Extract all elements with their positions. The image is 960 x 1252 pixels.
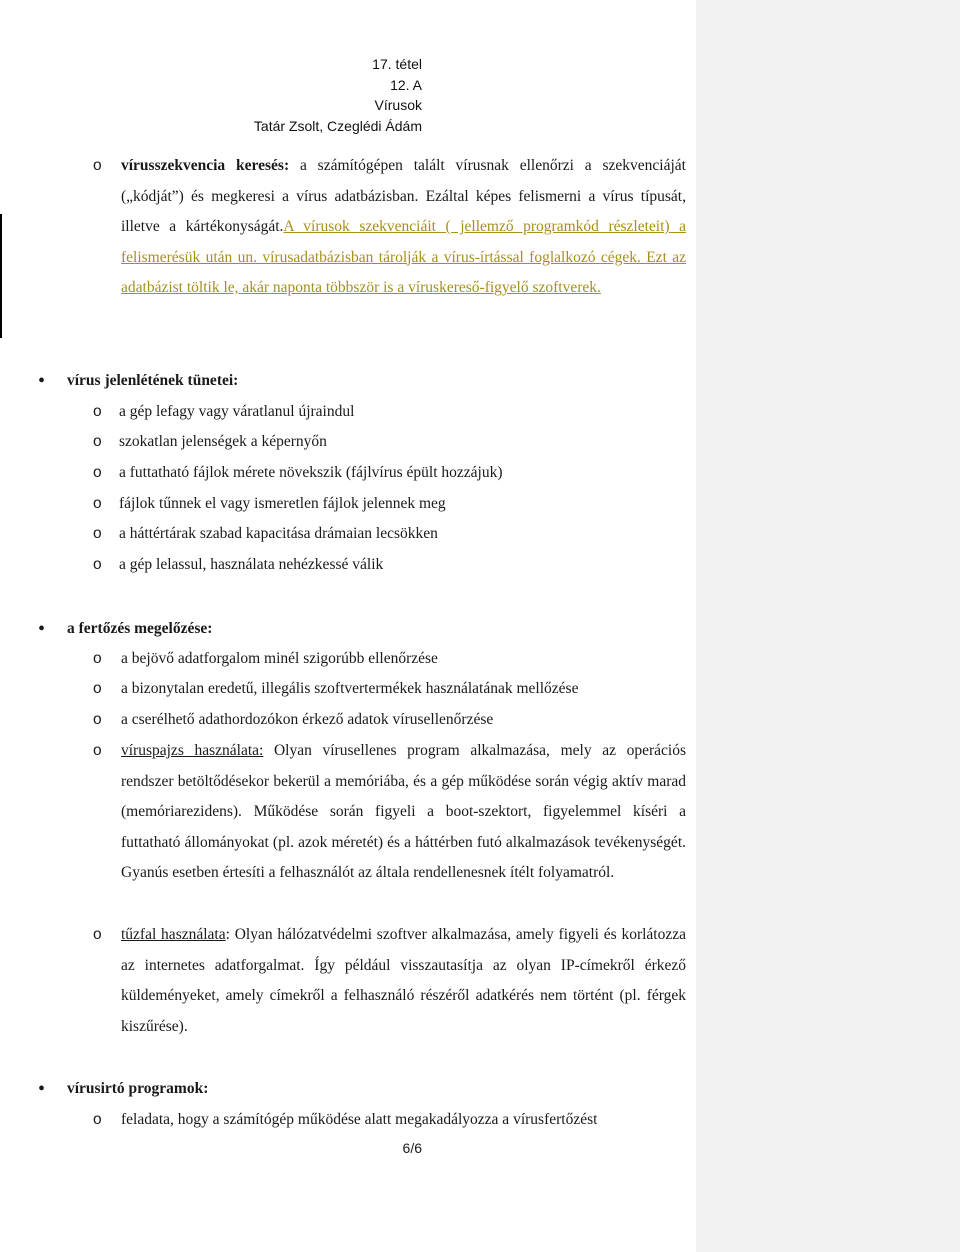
list-marker: o — [93, 157, 102, 174]
list-marker: o — [93, 556, 102, 573]
list-marker: o — [93, 464, 102, 481]
list-item-virus-shield — [121, 736, 686, 889]
bullet-icon: • — [38, 618, 46, 640]
list-marker: o — [93, 680, 102, 697]
list-item: szokatlan jelenségek a képernyőn — [119, 433, 327, 450]
section-heading-antivirus: vírusirtó programok: — [67, 1080, 209, 1097]
list-item: a futtatható fájlok mérete növekszik (fájlvírus épült hozzájuk) — [119, 464, 503, 481]
list-marker: o — [93, 525, 102, 542]
list-marker: o — [93, 495, 102, 512]
page-header — [254, 54, 422, 136]
list-marker: o — [93, 403, 102, 420]
item-term: vírusszekvencia keresés: — [121, 157, 290, 174]
list-marker: o — [93, 1111, 102, 1128]
list-marker: o — [93, 650, 102, 667]
list-marker: o — [93, 742, 102, 759]
tracked-insertion-text: A vírusok szekvenciáit ( jellemző programkód részleteit) a felismerésük után un. vírusadatbázisban tárolják a vírus-írtással foglalkozó cégek. Ezt az adatbázist töltik le, akár naponta többször is a víruskereső-figyelő szoftverek. — [121, 218, 686, 296]
list-item: a gép lelassul, használata nehézkessé válik — [119, 556, 384, 573]
list-item: fájlok tűnnek el vagy ismeretlen fájlok jelennek meg — [119, 495, 446, 512]
list-item-firewall — [121, 920, 686, 1042]
list-item: a háttértárak szabad kapacitása drámaian lecsökken — [119, 525, 438, 542]
item-text: a számítógépen talált vírusnak ellenőrzi a szekvenciáját („kódját”) és megkeresi a vírus adatbázisban. Ezáltal képes felismerni a vírus típusát, illetve a kártékonyságát. — [121, 157, 686, 235]
list-item: a cserélhető adathordozókon érkező adatok vírusellenőrzése — [121, 711, 494, 728]
section-heading-prevention: a fertőzés megelőzése: — [67, 620, 213, 637]
item-term: víruspajzs használata: — [121, 742, 264, 759]
item-text: Olyan vírusellenes program alkalmazása, mely az operációs rendszer betöltődésekor bekerül a memóriába, és a gép működése során végig aktív marad (memóriarezidens). Működése során figyeli a boot-szektort, figyelemmel kíséri a futtatható állományokat (pl. azok méretét) és a háttérben futó alkalmazások tevékenységét. Gyanús esetben értesíti a felhasználót az általa rendellenesnek ítélt folyamatról. — [121, 742, 686, 881]
header-line-3: Vírusok — [374, 97, 422, 113]
section-heading-symptoms: vírus jelenlétének tünetei: — [67, 372, 239, 389]
bullet-icon: • — [38, 1078, 46, 1100]
revision-change-bar — [0, 214, 2, 338]
list-marker: o — [93, 926, 102, 943]
list-item: feladata, hogy a számítógép működése alatt megakadályozza a vírusfertőzést — [121, 1111, 598, 1128]
list-marker: o — [93, 711, 102, 728]
list-marker: o — [93, 433, 102, 450]
comment-pane — [696, 0, 960, 1252]
page-number: 6/6 — [402, 1140, 422, 1156]
header-line-2: 12. A — [390, 76, 422, 93]
header-line-1: 17. tétel — [372, 56, 422, 72]
list-item: a bizonytalan eredetű, illegális szoftvertermékek használatának mellőzése — [121, 680, 579, 697]
list-item: a bejövő adatforgalom minél szigorúbb ellenőrzése — [121, 650, 438, 667]
bullet-icon: • — [38, 370, 46, 392]
item-text: : Olyan hálózatvédelmi szoftver alkalmazása, amely figyeli és korlátozza az internetes adatforgalmat. Így például visszautasítja az olyan IP-címekről érkező küldeményeket, amely címekről a felhasználó részéről adatkérés nem történt (pl. férgek kiszűrése). — [121, 926, 686, 1035]
header-line-4: Tatár Zsolt, Czeglédi Ádám — [253, 117, 422, 134]
list-item: a gép lefagy vagy váratlanul újraindul — [119, 403, 355, 420]
item-term: tűzfal használata — [121, 926, 226, 943]
list-item-signature-search — [121, 151, 686, 304]
